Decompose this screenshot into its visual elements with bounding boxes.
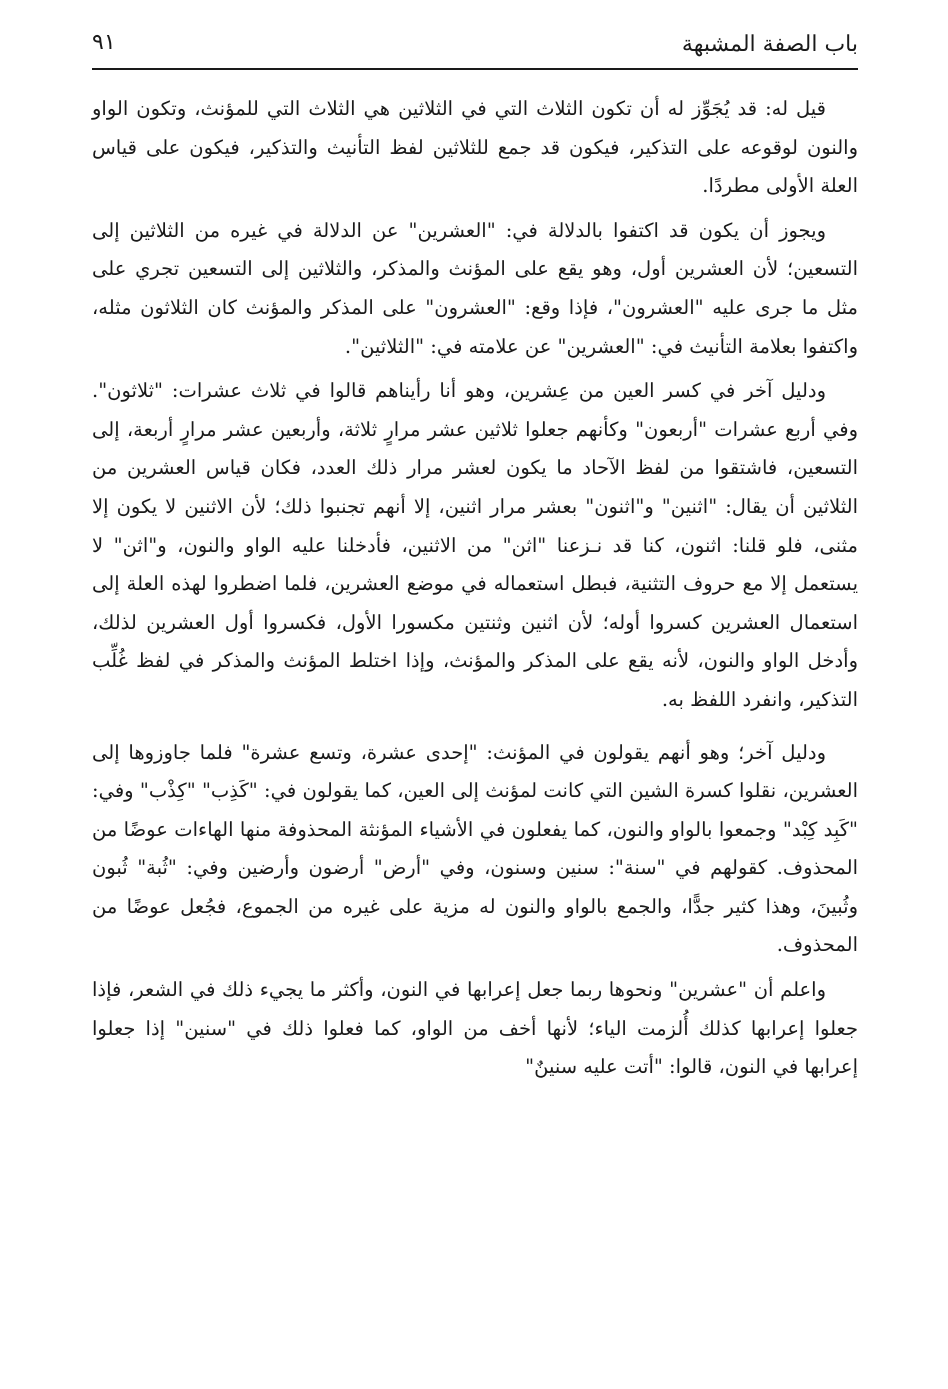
- header-rule: [92, 68, 858, 70]
- paragraph: ودليل آخر في كسر العين من عِشرين، وهو أنا رأيناهم قالوا في ثلاث عشرات: "ثلاثون". وفي أربع عشرات "أربعون" وكأنهم جعلوا ثلاثين عشر مرارٍ ثلاثة، وأربعين عشر مرارٍ أربعة، إلى التسعين، فاشتقوا من لفظ الآحاد ما يكون لعشر مرار ذلك العدد، فكان قياس العشرين من الثلاثين أن يقال: "اثنين" و"اثنون" بعشر مرار اثنين، إلا أنهم تجنبوا ذلك؛ لأن الاثنين لا يكون إلا مثنى، فلو قلنا: اثنون، كنا قد نـزعنا "اثن" من الاثنين، فأدخلنا عليه الواو والنون، و"اثن" لا يستعمل إلا مع حروف التثنية، فبطل استعماله في موضع العشرين، فلما اضطروا لهذه العلة إلى استعمال العشرين كسروا أوله؛ لأن اثنين وثنتين مكسورا الأول، فكسروا أول العشرين لذلك، وأدخل الواو والنون، لأنه يقع على المذكر والمؤنث، وإذا اختلط المؤنث والمذكر في لفظ غُلِّب التذكير، وانفرد اللفظ به.: [92, 379, 858, 711]
- running-head: باب الصفة المشبهة: [681, 32, 858, 57]
- paragraph: ويجوز أن يكون قد اكتفوا بالدلالة في: "العشرين" عن الدلالة في غيره من الثلاثين إلى التسعين؛ لأن العشرين أول، وهو يقع على المؤنث والمذكر، والثلاثين إلى التسعين تجري على مثل ما جرى عليه "العشرون"، فإذا وقع: "العشرون" على المذكر والمؤنث كان الثلاثون مثله، واكتفوا بعلامة التأنيث في: "العشرين" عن علامته في: "الثلاثين".: [92, 218, 858, 358]
- body-text: [92, 90, 858, 1093]
- paragraph: واعلم أن "عشرين" ونحوها ربما جعل إعرابها في النون، وأكثر ما يجيء ذلك في الشعر، فإذا جعلوا إعرابها كذلك أُلزمت الياء؛ لأنها أخف من الواو، كما فعلوا ذلك في "سنين" إذا جعلوا إعرابها في النون، قالوا: "أتت عليه سنينٌ": [92, 978, 858, 1079]
- page-header: [92, 28, 858, 64]
- paragraph: ودليل آخر؛ وهو أنهم يقولون في المؤنث: "إحدى عشرة، وتسع عشرة" فلما جاوزوها إلى العشرين، نقلوا كسرة الشين التي كانت لمؤنث إلى العين، كما يقولون في: "كَذِب" "كِذْب" وفي: "كَبِد كِبْد" وجمعوا بالواو والنون، كما يفعلون في الأشياء المؤنثة المحذوفة منها الهاءات عوضًا من المحذوف. كقولهم في "سنة": سنين وسنون، وفي "أرض" أرضون وأرضين وفي: "ثُبة" ثُبون وثُبينَ، وهذا كثير جدًّا، والجمع بالواو والنون له مزية على غيره من الجموع، فجُعل عوضًا من المحذوف.: [92, 740, 858, 957]
- page-number: ٩١: [92, 30, 116, 55]
- paragraph: قيل له: قد يُجَوِّز له أن تكون الثلاث التي في الثلاثين هي الثلاث التي للمؤنث، وتكون الواو والنون لوقوعه على التذكير، فيكون قد جمع للثلاثين لفظ التأنيث والتذكير، فيكون على قياس العلة الأولى مطردًا.: [92, 97, 858, 198]
